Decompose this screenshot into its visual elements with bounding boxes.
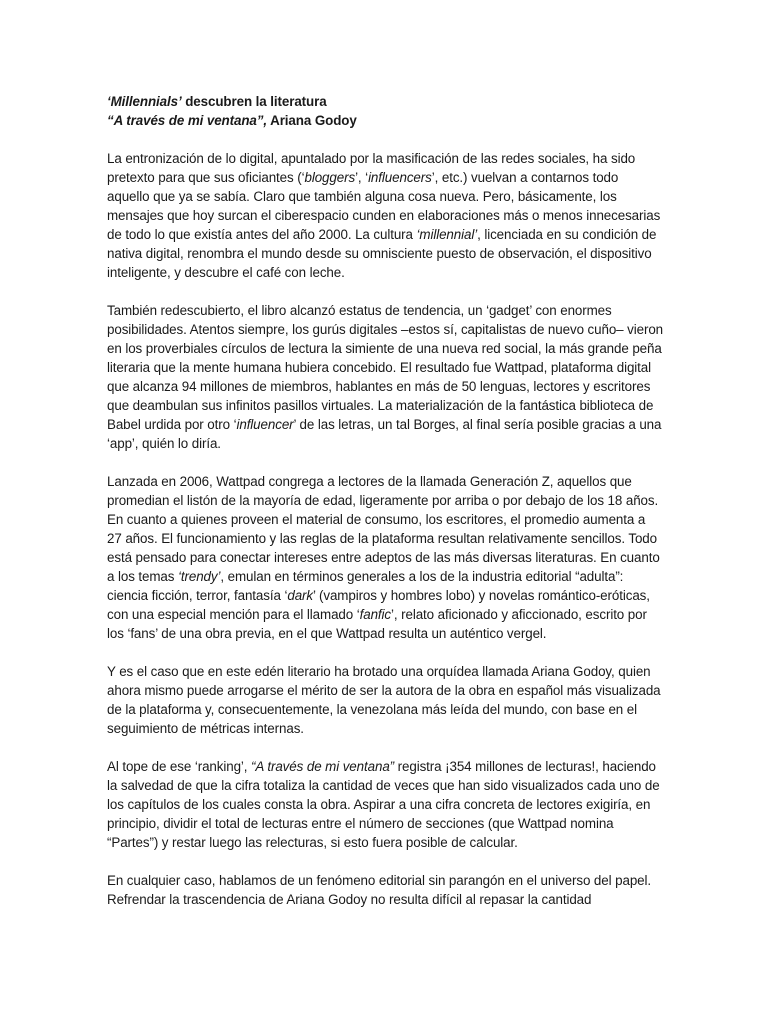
- body-paragraph: [107, 662, 663, 738]
- italic-run: ‘millennial’: [416, 227, 478, 242]
- article-body: [107, 149, 663, 909]
- text-run: registra ¡354 millones de lecturas!, haciendo la salvedad de que la cifra totaliza la cantidad de veces que han sido visualizados cada uno de los capítulos de los cuales consta la obra. Aspirar a una cifra concreta de lectores exigiría, en principio, dividir el total de lecturas entre el número de secciones (que Wattpad nomina “Partes”) y restar luego las relecturas, si esto fuera posible de calcular.: [107, 759, 660, 850]
- body-paragraph: [107, 871, 663, 909]
- italic-run: influencers: [368, 170, 432, 185]
- text-run: ’, etc.) vuelvan a contarnos todo aquello que ya se sabía. Claro que también alguna cosa nueva. Pero, básicamente, los mensajes que hoy surcan el ciberespacio cunden en elaboraciones más o menos innecesarias de todo lo que existía antes del año 2000. La cultura: [107, 170, 661, 242]
- article-subtitle: [107, 111, 663, 130]
- text-run: También redescubierto, el libro alcanzó estatus de tendencia, un ‘gadget’ con enormes posibilidades. Atentos siempre, los gurús digitales –estos sí, capitalistas de nuevo cuño– vieron en los proverbiales círculos de lectura la simiente de una nueva red social, la más grande peña literaria que la mente humana hubiera concebido. El resultado fue Wattpad, plataforma digital que alcanza 94 millones de miembros, hablantes en más de 50 lenguas, lectores y escritores que deambulan sus infinitos pasillos virtuales. La materialización de la fantástica biblioteca de Babel urdida por otro ‘: [107, 303, 664, 432]
- text-run: Lanzada en 2006, Wattpad congrega a lectores de la llamada Generación Z, aquellos que promedian el listón de la mayoría de edad, ligeramente por arriba o por debajo de los 18 años. En cuanto a quienes proveen el material de consumo, los escritores, el promedio aumenta a 27 años. El funcionamiento y las reglas de la plataforma resultan relativamente sencillos. Todo está pensado para conectar intereses entre adeptos de las más diversas literaturas. En cuanto a los temas: [107, 474, 660, 584]
- title-rest: descubren la literatura: [181, 94, 327, 109]
- body-paragraph: [107, 301, 663, 453]
- document-page: [107, 92, 663, 928]
- body-paragraph: [107, 149, 663, 282]
- subtitle-italic: “A través de mi ventana”,: [107, 113, 267, 128]
- italic-run: influencer: [236, 417, 294, 432]
- text-run: ’, ‘: [355, 170, 369, 185]
- text-run: Y es el caso que en este edén literario ha brotado una orquídea llamada Ariana Godoy, quien ahora mismo puede arrogarse el mérito de ser la autora de la obra en español más visualizada de la plataforma y, consecuentemente, la venezolana más leída del mundo, con base en el seguimiento de métricas internas.: [107, 664, 661, 736]
- text-run: En cualquier caso, hablamos de un fenómeno editorial sin parangón en el universo del papel. Refrendar la trascendencia de Ariana Godoy no resulta difícil al repasar la cantidad: [107, 873, 652, 907]
- title-italic: ‘Millennials’: [107, 94, 182, 109]
- subtitle-author: Ariana Godoy: [267, 113, 357, 128]
- italic-run: bloggers: [304, 170, 356, 185]
- text-run: , licenciada en su condición de nativa digital, renombra el mundo desde su omnisciente puesto de observación, el dispositivo inteligente, y descubre el café con leche.: [107, 227, 657, 280]
- text-run: ’ de las letras, un tal Borges, al final sería posible gracias a una ‘app’, quién lo diría.: [107, 417, 662, 451]
- article-heading: [107, 92, 663, 130]
- italic-run: dark: [287, 588, 313, 603]
- text-run: ’, relato aficionado y aficcionado, escrito por los ‘fans’ de una obra previa, en el que Wattpad resulta un auténtico vergel.: [107, 607, 647, 641]
- italic-run: fanfic: [359, 607, 392, 622]
- italic-run: ‘trendy’: [178, 569, 221, 584]
- text-run: Al tope de ese ‘ranking’,: [107, 759, 252, 774]
- text-run: La entronización de lo digital, apuntalado por la masificación de las redes sociales, ha sido pretexto para que sus oficiantes (‘: [107, 151, 636, 185]
- body-paragraph: [107, 472, 663, 643]
- article-title: [107, 92, 663, 111]
- italic-run: “A través de mi ventana”: [251, 759, 395, 774]
- text-run: , emulan en términos generales a los de la industria editorial “adulta”: ciencia ficción, terror, fantasía ‘: [107, 569, 624, 603]
- text-run: ’ (vampiros y hombres lobo) y novelas romántico-eróticas, con una especial mención para el llamado ‘: [107, 588, 650, 622]
- body-paragraph: [107, 757, 663, 852]
